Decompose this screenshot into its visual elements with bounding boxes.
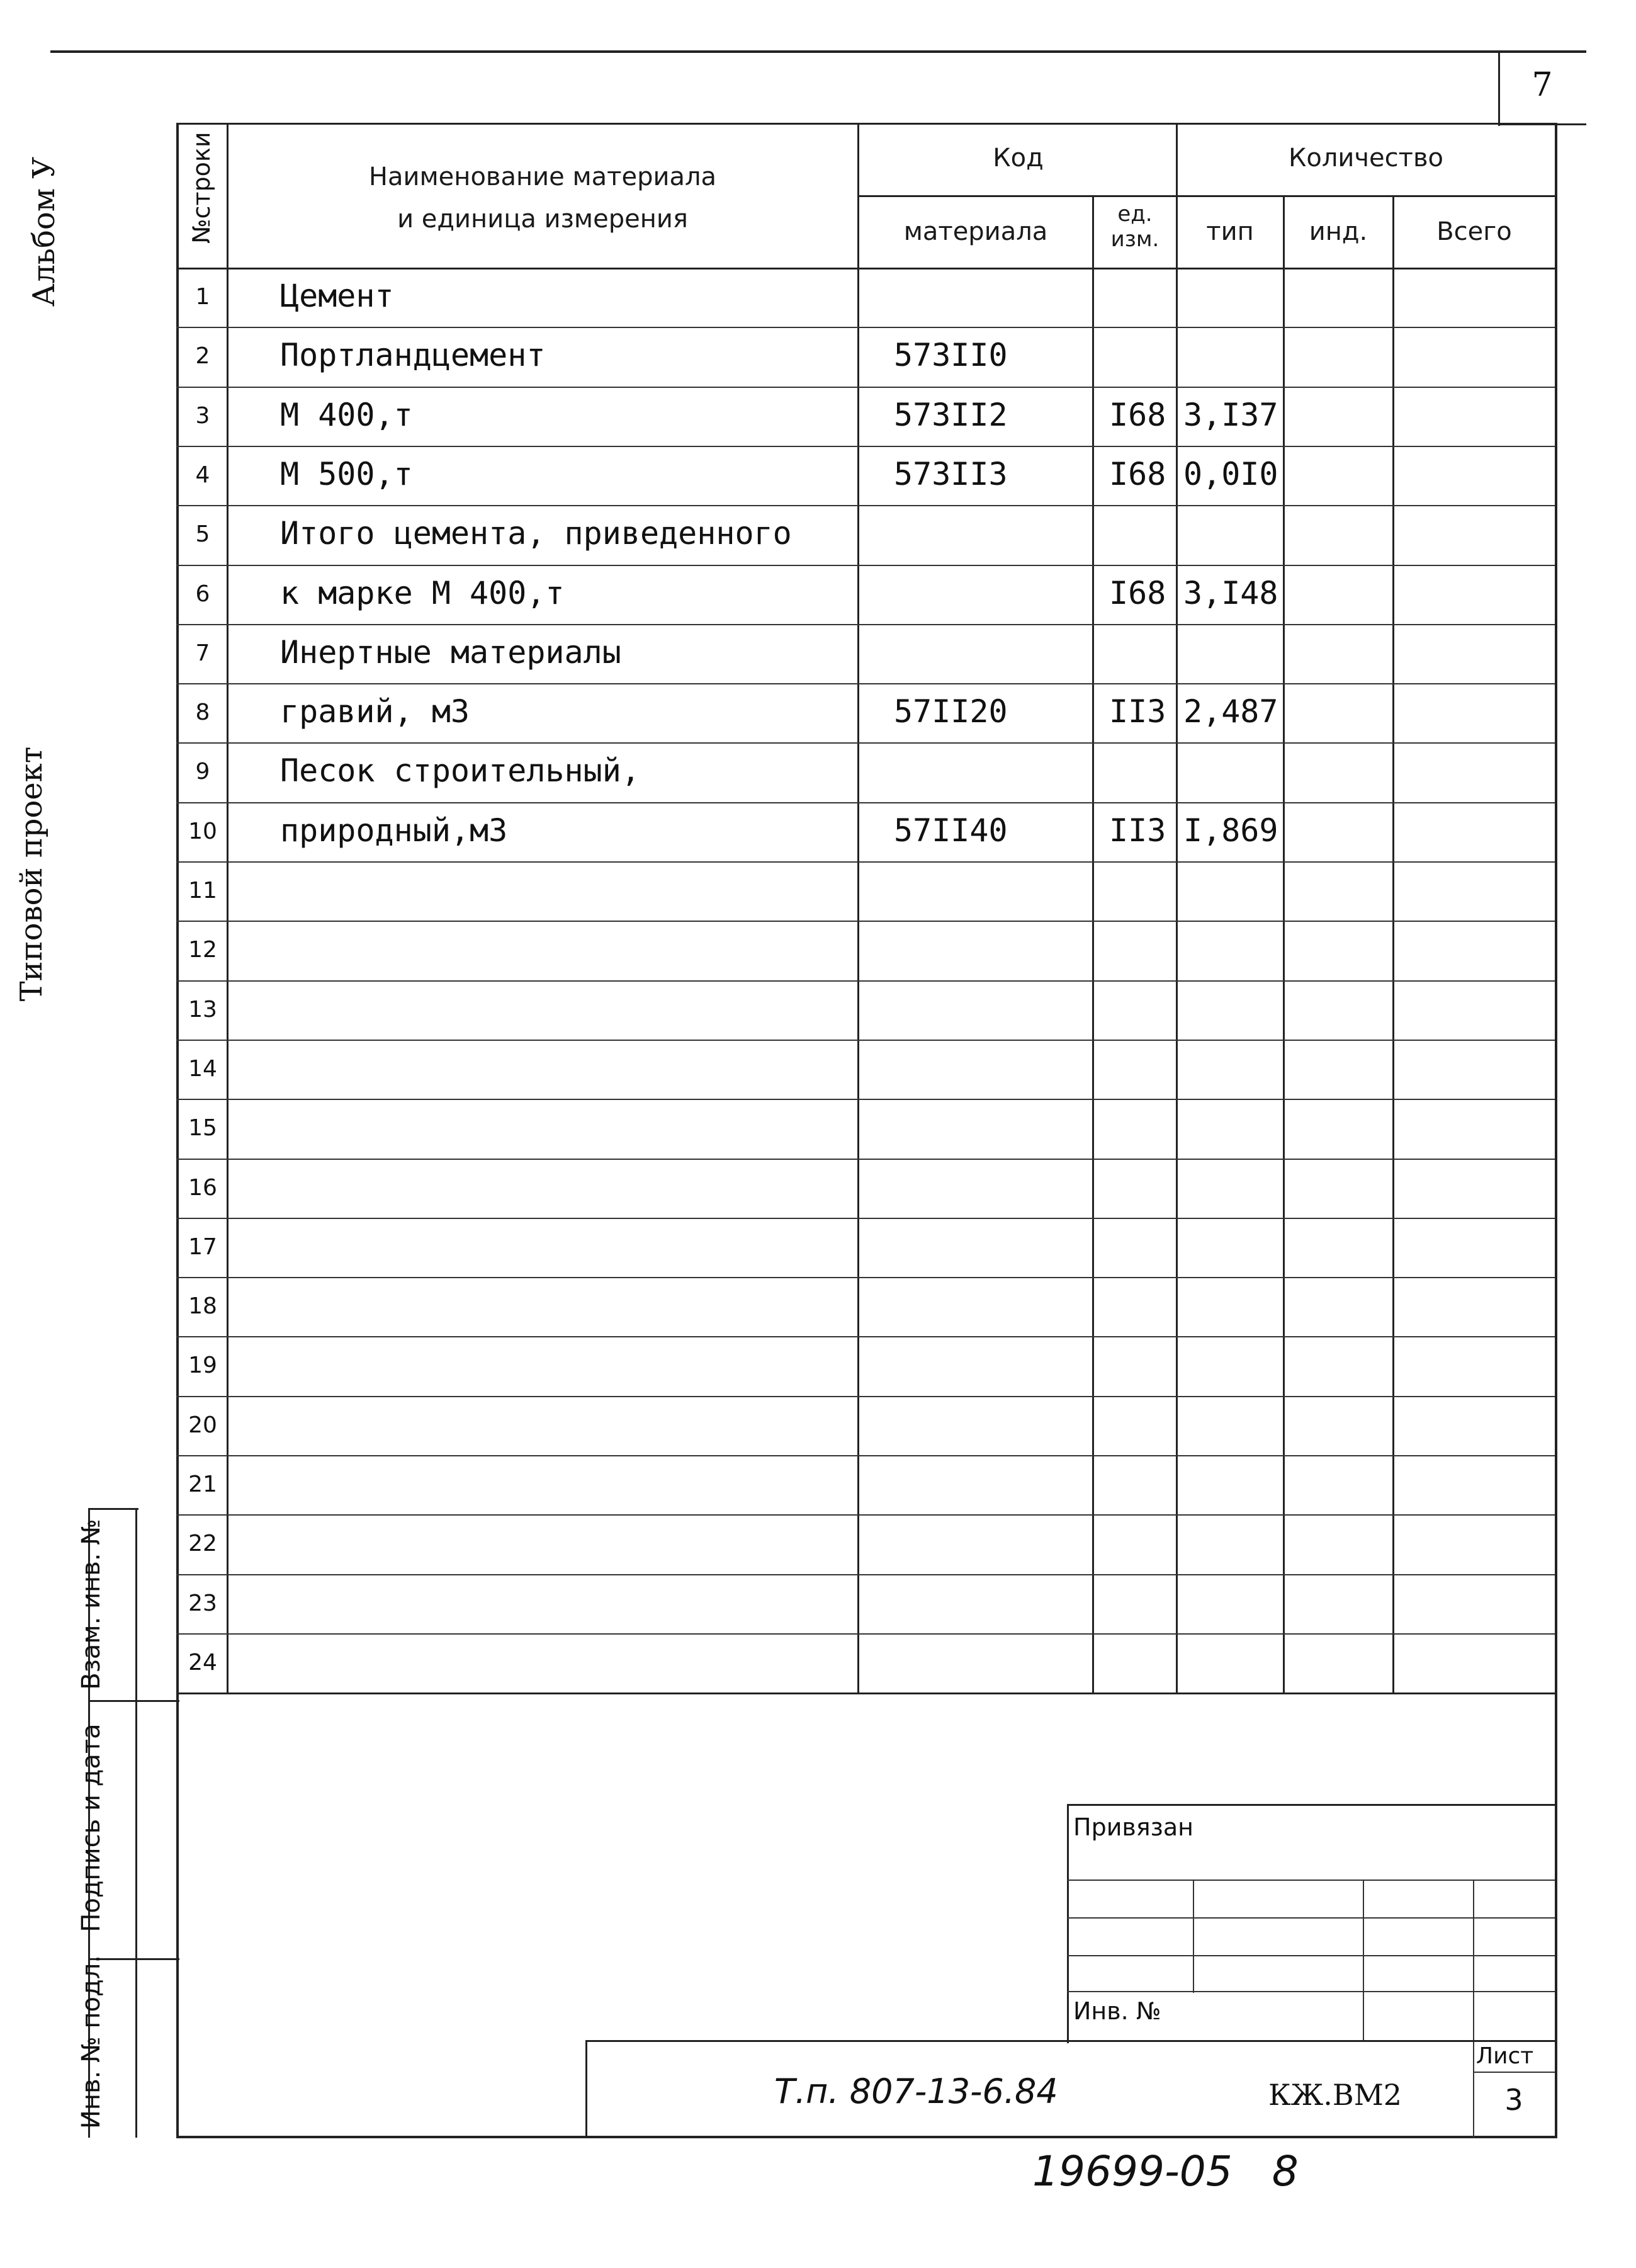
- row-material-code: 573II2: [894, 397, 1008, 433]
- row-divider: [176, 683, 1555, 684]
- row-divider: [176, 1099, 1555, 1100]
- row-divider: [176, 802, 1555, 803]
- row-divider: [176, 1218, 1555, 1219]
- row-qty-type: I,869: [1183, 812, 1278, 849]
- row-number: 10: [188, 819, 217, 844]
- header-name-line2: и единица измерения: [397, 205, 688, 234]
- side-label-album: Альбом У: [26, 156, 62, 307]
- side-label-project: Типовой проект: [14, 746, 49, 1002]
- row-material-name: к марке М 400,т: [280, 575, 565, 611]
- row-unit-code: I68: [1109, 575, 1166, 611]
- header-row-no: №строки: [188, 132, 215, 244]
- row-material-name: Цемент: [280, 278, 394, 314]
- row-unit-code: I68: [1109, 456, 1166, 492]
- stamp-project-code: Т.п. 807-13-6.84: [774, 2072, 1058, 2111]
- handwritten-number: 19699-05 8: [1032, 2147, 1299, 2196]
- row-number: 21: [188, 1471, 217, 1497]
- row-qty-type: 3,I37: [1183, 397, 1278, 433]
- row-divider: [176, 1633, 1555, 1635]
- header-code-group: Код: [993, 144, 1044, 173]
- row-divider: [176, 1455, 1555, 1456]
- row-divider: [176, 861, 1555, 863]
- row-number: 14: [188, 1056, 217, 1082]
- frame-right: [1555, 123, 1557, 2138]
- row-number: 5: [195, 521, 210, 547]
- header-code-unit: ед. изм.: [1110, 201, 1159, 252]
- stamp-grid-h4: [1067, 1991, 1555, 1992]
- row-material-code: 57II20: [894, 693, 1008, 730]
- row-divider: [176, 980, 1555, 982]
- row-material-code: 57II40: [894, 812, 1008, 849]
- stamp-grid-h2: [1067, 1917, 1555, 1919]
- row-divider: [176, 1514, 1555, 1516]
- row-number: 12: [188, 937, 217, 963]
- header-qty-total: Всего: [1436, 217, 1512, 246]
- stamp-sheet-label: Лист: [1476, 2043, 1534, 2069]
- row-material-name: гравий, м3: [280, 693, 470, 730]
- row-material-name: Инертные материалы: [280, 634, 621, 671]
- stamp-inv-label: Инв. №: [1073, 1997, 1161, 2025]
- row-qty-type: 0,0I0: [1183, 456, 1278, 492]
- row-divider: [176, 1159, 1555, 1160]
- col-line-name: [857, 123, 859, 1694]
- stamp-bound-label: Привязан: [1073, 1813, 1193, 1841]
- sheet-corner-number: 7: [1532, 66, 1553, 104]
- row-material-name: природный,м3: [280, 812, 508, 849]
- row-number: 6: [195, 581, 210, 607]
- header-name-line1: Наименование материала: [368, 162, 717, 191]
- stamp-main-left: [585, 2040, 587, 2138]
- col-line-ind: [1392, 195, 1394, 1694]
- stamp-grid-v1: [1193, 1880, 1194, 1993]
- row-material-code: 573II0: [894, 337, 1008, 373]
- row-divider: [176, 742, 1555, 744]
- side-label-inv-original: Инв. № подл.: [77, 1955, 106, 2129]
- table-body-bottom: [176, 1692, 1555, 1694]
- side-label-replace-inv: Взам. инв. №: [77, 1519, 106, 1690]
- row-number: 23: [188, 1590, 217, 1616]
- row-material-name: М 400,т: [280, 397, 413, 433]
- row-divider: [176, 1277, 1555, 1278]
- stamp-grid-v2: [1363, 1880, 1364, 2040]
- frame-bottom: [176, 2136, 1557, 2138]
- row-divider: [176, 505, 1555, 506]
- row-divider: [176, 327, 1555, 328]
- stamp-main-top: [585, 2040, 1555, 2042]
- side-label-sign-date: Подпись и дата: [77, 1723, 106, 1932]
- row-number: 22: [188, 1531, 217, 1556]
- row-number: 4: [195, 462, 210, 488]
- row-number: 7: [195, 640, 210, 666]
- row-divider: [176, 921, 1555, 922]
- row-qty-type: 2,487: [1183, 693, 1278, 730]
- stamp-bound-top: [1067, 1804, 1555, 1806]
- row-number: 19: [188, 1352, 217, 1378]
- row-divider: [176, 387, 1555, 388]
- stamp-grid-h3: [1067, 1955, 1555, 1956]
- stamp-sheet-number: 3: [1504, 2083, 1523, 2117]
- header-bottom: [176, 268, 1555, 269]
- row-number: 16: [188, 1175, 217, 1201]
- top-border-line: [50, 50, 1586, 53]
- row-divider: [176, 446, 1555, 447]
- header-qty-ind: инд.: [1309, 217, 1368, 246]
- row-material-name: Песок строительный,: [280, 752, 640, 789]
- row-number: 9: [195, 759, 210, 785]
- row-number: 15: [188, 1115, 217, 1141]
- col-line-code: [1092, 195, 1094, 1694]
- side-strip-sep-1: [88, 1700, 179, 1702]
- stamp-doc-code: КЖ.ВМ2: [1268, 2078, 1402, 2112]
- stamp-sheet-sep: [1473, 2072, 1555, 2073]
- row-unit-code: II3: [1109, 693, 1166, 730]
- header-subline: [859, 195, 1555, 197]
- row-divider: [176, 1336, 1555, 1337]
- frame-top: [176, 123, 1557, 125]
- row-material-code: 573II3: [894, 456, 1008, 492]
- row-number: 1: [195, 284, 210, 310]
- row-divider: [176, 1574, 1555, 1575]
- row-number: 13: [188, 997, 217, 1023]
- header-qty-type: тип: [1206, 217, 1254, 246]
- row-qty-type: 3,I48: [1183, 575, 1278, 611]
- row-divider: [176, 1040, 1555, 1041]
- row-material-name: Итого цемента, приведенного: [280, 515, 792, 552]
- row-divider: [176, 1396, 1555, 1397]
- row-unit-code: I68: [1109, 397, 1166, 433]
- row-number: 3: [195, 403, 210, 429]
- row-divider: [176, 624, 1555, 625]
- stamp-grid-h1: [1067, 1880, 1555, 1881]
- row-material-name: Портландцемент: [280, 337, 546, 373]
- side-strip-top-line: [88, 1508, 138, 1510]
- row-number: 8: [195, 700, 210, 725]
- row-divider: [176, 565, 1555, 566]
- header-qty-group: Количество: [1288, 144, 1443, 173]
- row-number: 20: [188, 1412, 217, 1438]
- stamp-bound-left: [1067, 1804, 1069, 2043]
- col-line-type: [1283, 195, 1285, 1694]
- row-number: 24: [188, 1650, 217, 1675]
- row-number: 17: [188, 1234, 217, 1260]
- row-number: 11: [188, 878, 217, 904]
- row-unit-code: II3: [1109, 812, 1166, 849]
- row-number: 18: [188, 1293, 217, 1319]
- header-code-material: материала: [903, 217, 1048, 246]
- col-line-unit: [1176, 123, 1178, 1694]
- row-material-name: М 500,т: [280, 456, 413, 492]
- side-strip-inner-line: [135, 1508, 137, 2138]
- row-number: 2: [195, 343, 210, 369]
